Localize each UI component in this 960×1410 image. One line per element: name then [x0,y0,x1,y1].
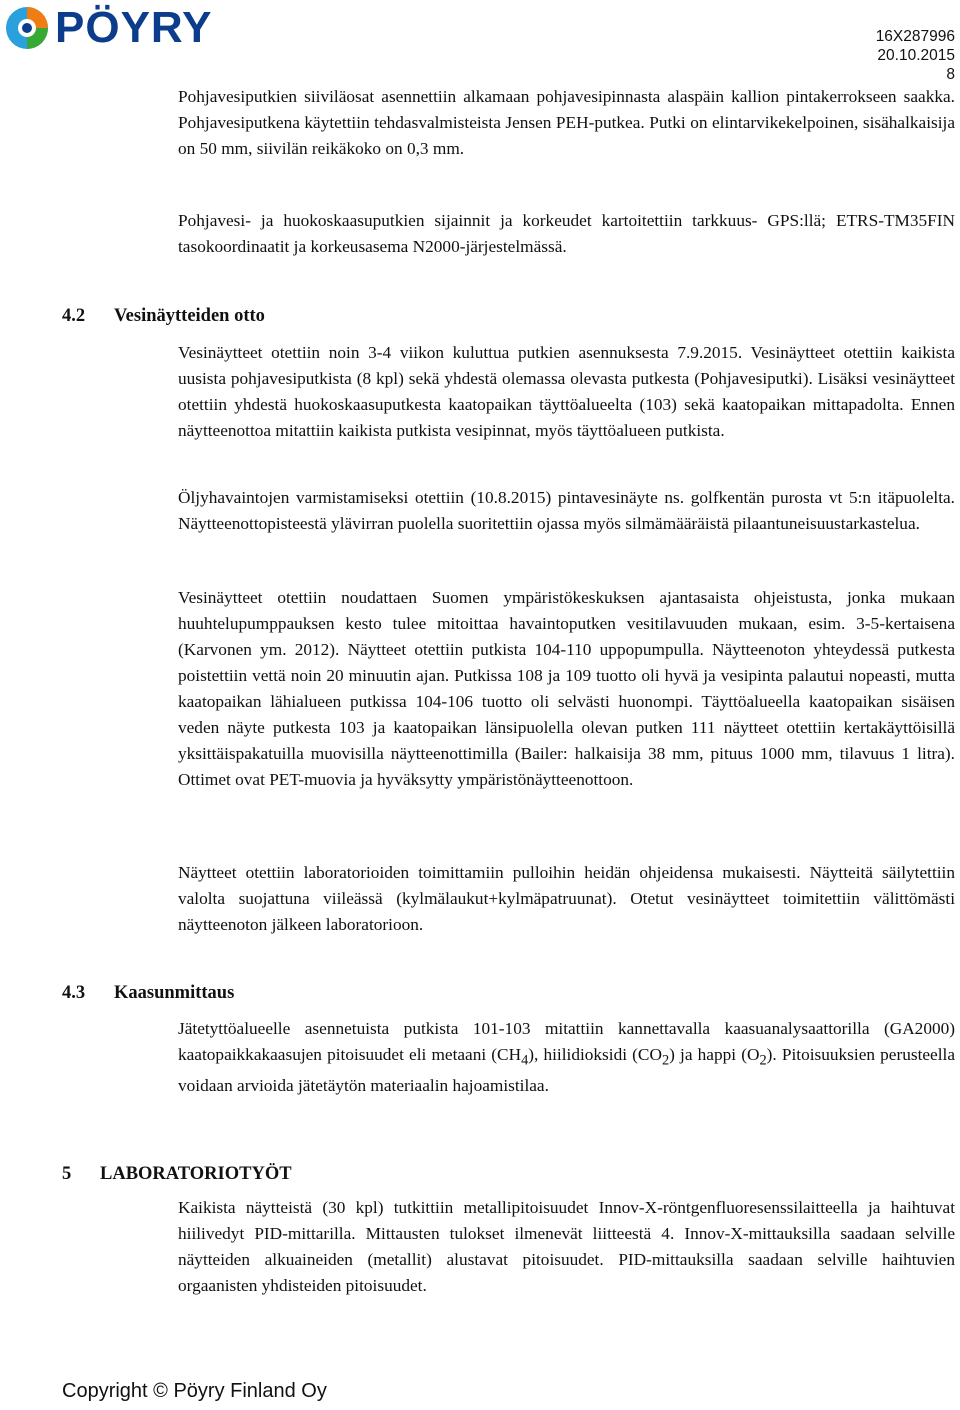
document-number: 16X287996 [875,28,955,45]
document-header-info [876,27,955,84]
heading-number: 4.3 [62,983,86,1003]
paragraph-laboratory: Kaikista näytteistä (30 kpl) tutkittiin metallipitoisuudet Innov-X-röntgenfluoresenssilaitteella ja haihtuvat hiilivedyt PID-mittarilla. Mittausten tulokset ilmenevät liitteestä 4. Innov-X-mittauksilla saadaan selville näytteiden alkuaineiden (metallit) alustavat pitoisuudet. PID-mittauksilla saadaan selville haihtuvien orgaanisten yhdisteiden pitoisuudet. [178,1198,955,1295]
heading-title: Vesinäytteiden otto [114,306,265,326]
heading-title: LABORATORIOTYÖT [100,1164,292,1184]
paragraph-oil-observation: Öljyhavaintojen varmistamiseksi otettiin (10.8.2015) pintavesinäyte ns. golfkentän purosta vt 5:n itäpuolelta. Näytteenottopisteestä ylävirran puolella suoritettiin ojassa myös silmämääräistä pilaantuneisuustarkastelua. [178,488,955,533]
heading-number: 5 [62,1164,72,1184]
paragraph-gas-measurement: Jätetyttöalueelle asennetuista putkista 101-103 mitattiin kannettavalla kaasuanalysaattorilla (GA2000) kaatopaikkakaasujen pitoisuudet eli metaani $(CH_4)$, hiilidioksidi $(CO_2)$ ja happi $(O_2)$. Pitoisuuksien perusteella voidaan arvioida jätetäytön materiaalin hajoamistilaa. [178,1019,955,1096]
heading-5 [62,1161,292,1187]
poyry-logo-mark-icon [4,5,50,51]
heading-4-3 [62,980,234,1006]
footer-copyright: Copyright © Pöyry Finland Oy [62,1380,327,1402]
page-number: 8 [946,66,955,83]
heading-title: Kaasunmittaus [114,983,235,1003]
document-date: 20.10.2015 [877,47,955,64]
poyry-logo [4,5,212,51]
paragraph-sampling-method: Vesinäytteet otettiin noudattaen Suomen ympäristökeskuksen ajantasaista ohjeistusta, jonka mukaan huuhtelupumppauksen kesto tulee mitoittaa havaintoputken vesitilavuuden mukaan, esim. 3-5-kertaisena (Karvonen ym. 2012). Näytteet otettiin putkista 104-110 uppopumpulla. Näytteenoton yhteydessä putkesta poistettiin vettä noin 20 minuutin ajan. Putkissa 108 ja 109 tuotto oli hyvä ja vesipinta palautui nopeasti, mutta kaatopaikan lähialueen putkissa 104-106 tuotto oli selvästi huonompi. Täyttöalueella kaatopaikan sisäisen veden näyte putkesta 103 ja kaatopaikan länsipuolella olevan putken 111 näytteet otettiin kertakäyttöisillä yksittäispakatuilla muovisilla näytteenottimilla (Bailer: halkaisija 38 mm, pituus 1000 mm, tilavuus 1 litra). Ottimet ovat PET-muovia ja hyväksytty ympäristönäytteenottoon. [178,588,955,789]
paragraph-sample-handling: Näytteet otettiin laboratorioiden toimittamiin pulloihin heidän ohjeidensa mukaisesti. Näytteitä säilytettiin valolta suojattuna viileässä (kylmälaukut+kylmäpatruunat). Otetut vesinäytteet toimitettiin välittömästi näytteenoton jälkeen laboratorioon. [178,863,955,934]
heading-4-2 [62,303,265,329]
heading-number: 4.2 [62,306,86,326]
paragraph-sampling-date: Vesinäytteet otettiin noin 3-4 viikon kuluttua putkien asennuksesta 7.9.2015. Vesinäytteet otettiin kaikista uusista pohjavesiputkista (8 kpl) sekä yhdestä olemassa olevasta putkesta (Pohjavesiputki). Lisäksi vesinäytteet otettiin yhdestä huokoskaasuputkesta kaatopaikan täyttöalueelta (103) sekä kaatopaikan mittapadolta. Ennen näytteenottoa mitattiin kaikista putkista vesipinnat, myös täyttöalueen putkista. [178,343,955,440]
paragraph-screens: Pohjavesiputkien siiviläosat asennettiin alkamaan pohjavesipinnasta alaspäin kallion pintakerrokseen saakka. Pohjavesiputkena käytettiin tehdasvalmisteista Jensen PEH-putkea. Putki on elintarvikekelpoinen, sisähalkaisija on 50 mm, siivilän reikäkoko on 0,3 mm. [178,87,955,158]
paragraph-gps: Pohjavesi- ja huokoskaasuputkien sijainnit ja korkeudet kartoitettiin tarkkuus- GPS:llä; ETRS-TM35FIN tasokoordinaatit ja korkeusasema N2000-järjestelmässä. [178,211,955,256]
logo-wordmark: PÖYRY [55,3,213,52]
